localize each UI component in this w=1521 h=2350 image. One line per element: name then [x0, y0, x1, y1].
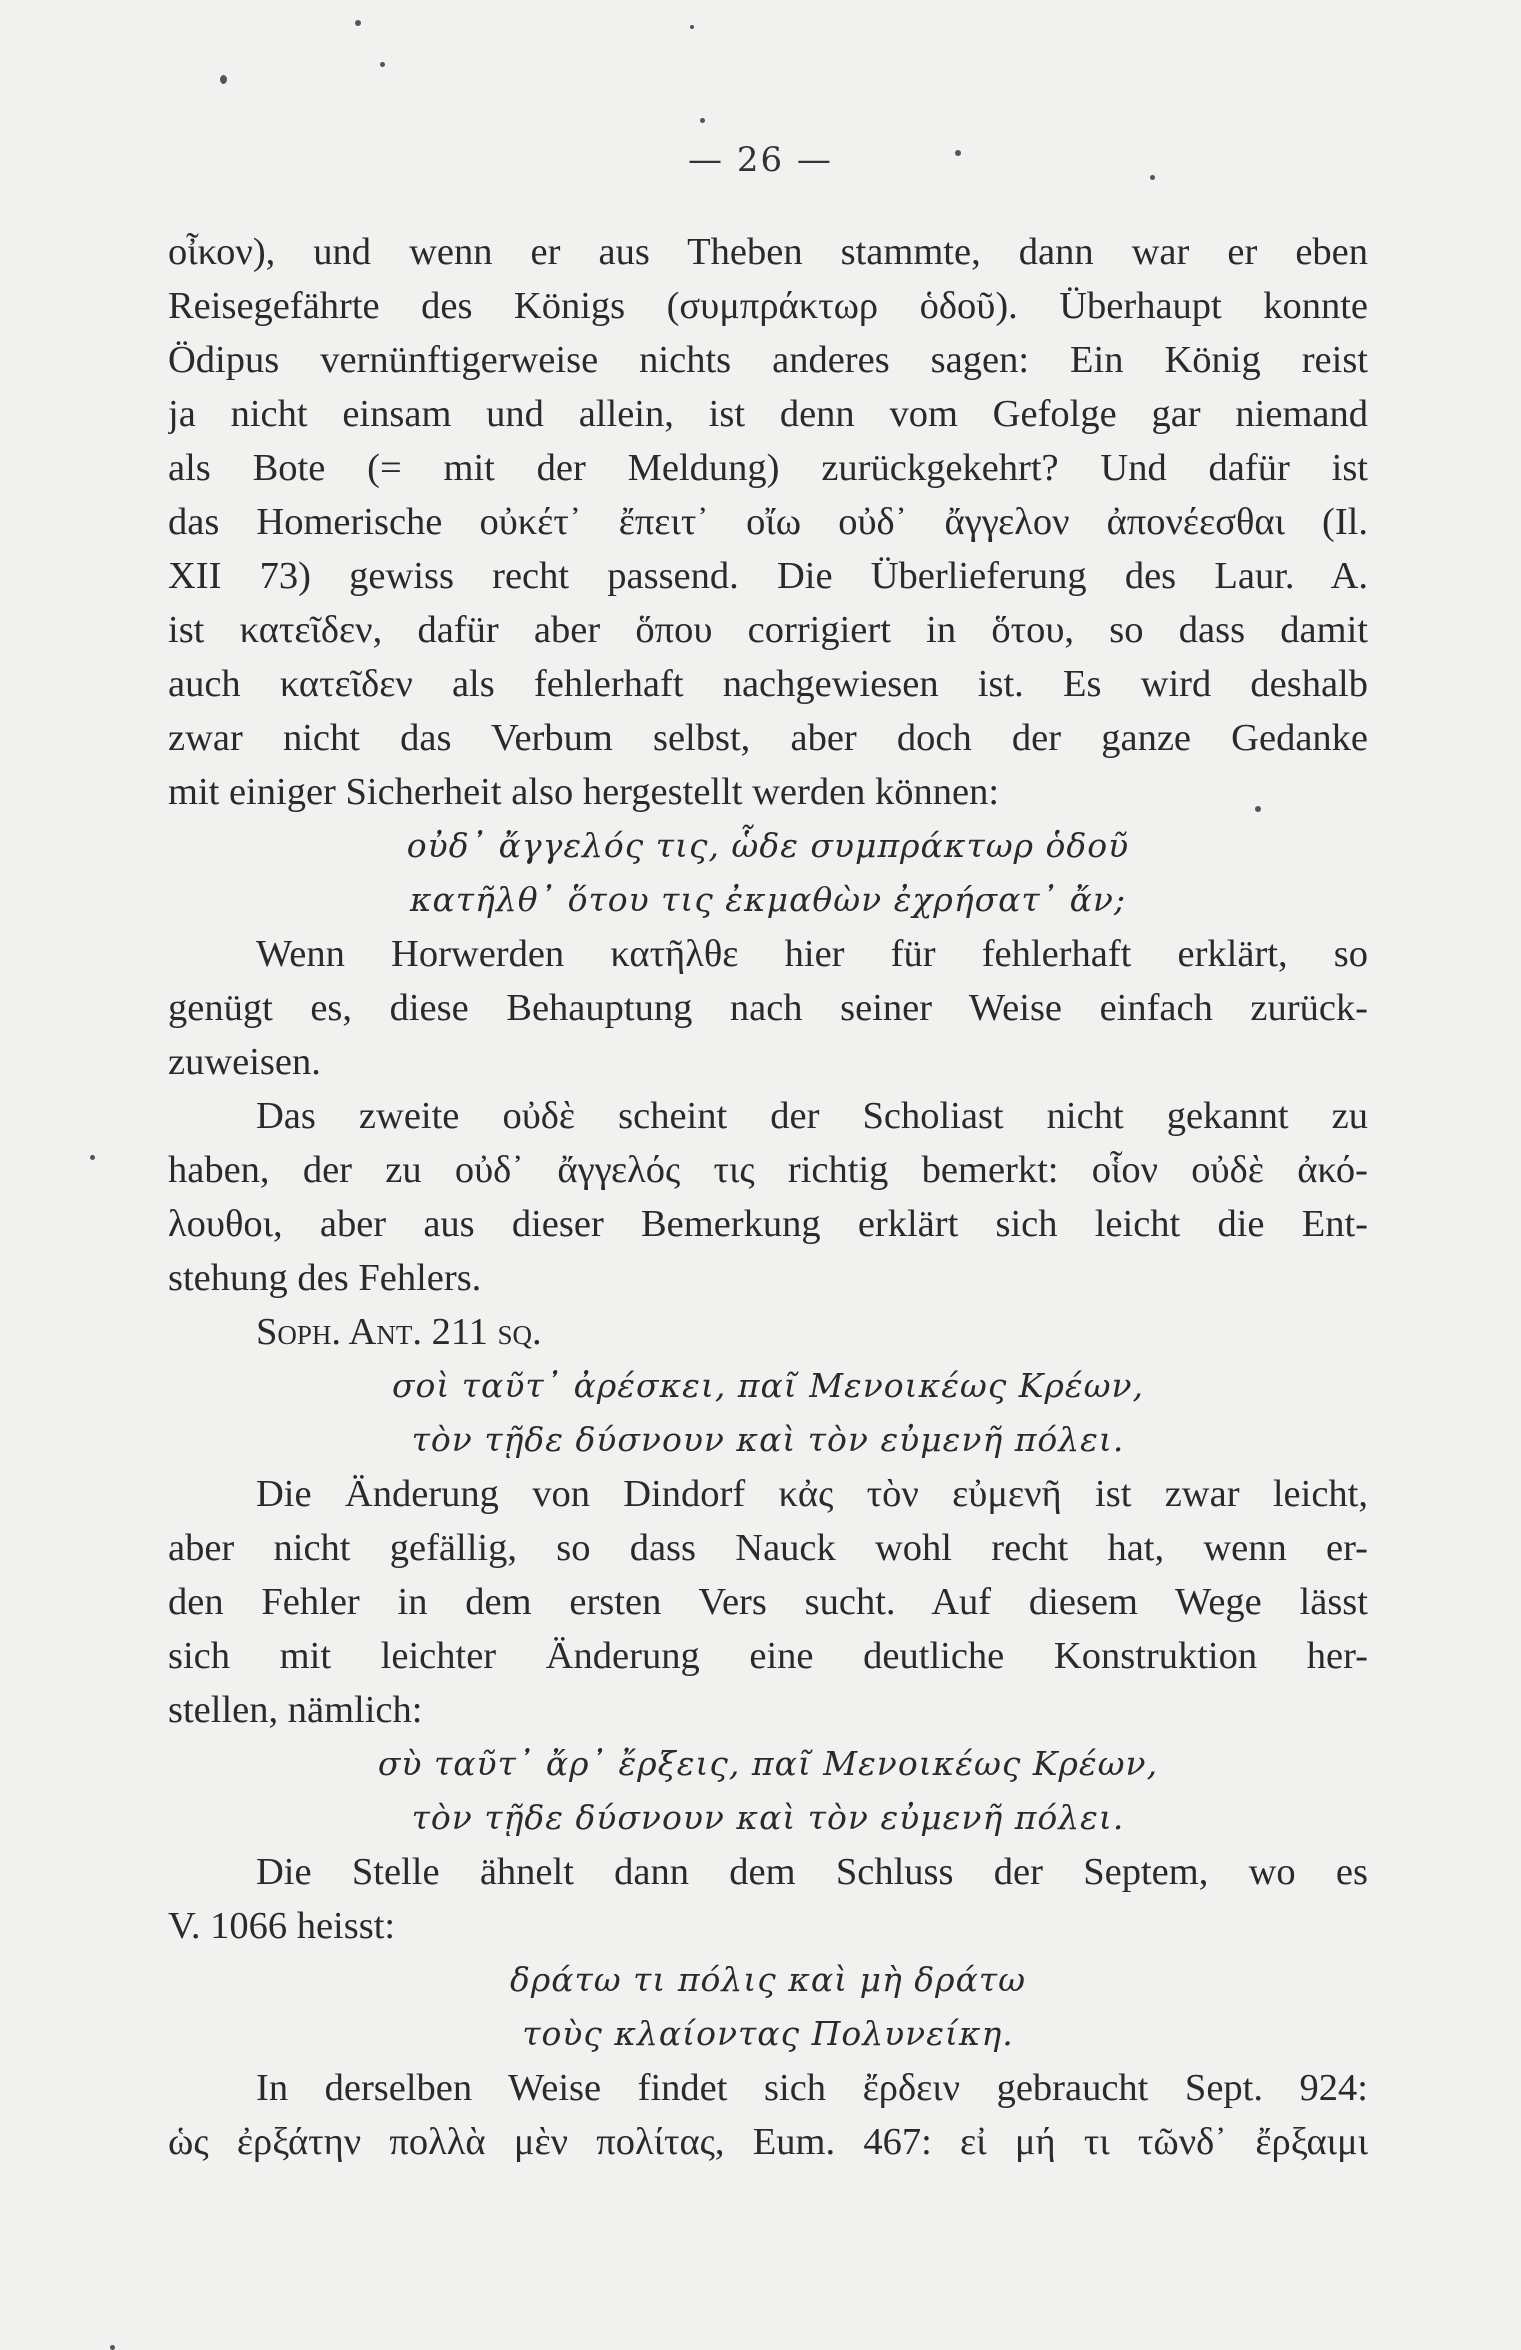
- text-line: XII 73) gewiss recht passend. Die Überlieferung des Laur. A.: [168, 555, 1368, 597]
- scan-speck: [700, 118, 705, 123]
- text-line: In derselben Weise findet sich ἔρδειν gebraucht Sept. 924:: [256, 2067, 1368, 2109]
- text-line: stellen, nämlich:: [168, 1689, 423, 1731]
- text-line: V. 1066 heisst:: [168, 1905, 396, 1947]
- greek-quote-line: τὸν τῇδε δύσνουν καὶ τὸν εὐμενῆ πόλει.: [411, 1420, 1125, 1459]
- text-line: genügt es, diese Behauptung nach seiner Weise einfach zurück-: [168, 987, 1368, 1029]
- page-number: — 26 —: [688, 140, 833, 180]
- greek-quote-line: κατῆλθ᾽ ὅτου τις ἐκμαθὼν ἐχρήσατ᾽ ἄν;: [409, 880, 1127, 919]
- text-line: ja nicht einsam und allein, ist denn vom Gefolge gar niemand: [168, 393, 1368, 435]
- text-line: οἶκον), und wenn er aus Theben stammte, dann war er eben: [168, 231, 1368, 273]
- text-line: haben, der zu οὐδ᾽ ἄγγελός τις richtig bemerkt: οἷον οὐδὲ ἀκό-: [168, 1149, 1368, 1191]
- text-line: zwar nicht das Verbum selbst, aber doch der ganze Gedanke: [168, 717, 1368, 759]
- scan-speck: [220, 75, 227, 84]
- greek-quote-line: δράτω τι πόλις καὶ μὴ δράτω: [509, 1960, 1027, 1999]
- text-line: den Fehler in dem ersten Vers sucht. Auf diesem Wege lässt: [168, 1581, 1368, 1623]
- text-line: λουθοι, aber aus dieser Bemerkung erklärt sich leicht die Ent-: [168, 1203, 1368, 1245]
- text-line: das Homerische οὐκέτ᾽ ἔπειτ᾽ οἴω οὐδ᾽ ἄγγελον ἀπονέεσθαι (Il.: [168, 501, 1368, 543]
- greek-quote-line: τοὺς κλαίοντας Πολυνείκη.: [522, 2014, 1014, 2053]
- text-line: auch κατεῖδεν als fehlerhaft nachgewiesen ist. Es wird deshalb: [168, 663, 1368, 705]
- text-line: Die Änderung von Dindorf κἀς τὸν εὐμενῆ ist zwar leicht,: [256, 1473, 1368, 1515]
- scan-speck: [1255, 806, 1261, 812]
- text-line: zuweisen.: [168, 1041, 321, 1083]
- text-line: Reisegefährte des Königs (συμπράκτωρ ὁδοῦ). Überhaupt konnte: [168, 285, 1368, 327]
- scan-speck: [690, 25, 694, 29]
- text-line: aber nicht gefällig, so dass Nauck wohl recht hat, wenn er-: [168, 1527, 1368, 1569]
- text-line: Ödipus vernünftigerweise nichts anderes sagen: Ein König reist: [168, 339, 1368, 381]
- greek-quote-line: σὺ ταῦτ᾽ ἄρ᾽ ἔρξεις, παῖ Μενοικέως Κρέων,: [377, 1744, 1159, 1783]
- citation-line: Soph. Ant. 211 sq.: [256, 1311, 542, 1353]
- text-line: Wenn Horwerden κατῆλθε hier für fehlerhaft erklärt, so: [256, 933, 1368, 975]
- text-line: Das zweite οὐδὲ scheint der Scholiast nicht gekannt zu: [256, 1095, 1368, 1137]
- scan-speck: [110, 2345, 115, 2350]
- text-line: ὡς ἐρξάτην πολλὰ μὲν πολίτας, Eum. 467: εἰ μή τι τῶνδ᾽ ἔρξαιμι: [168, 2121, 1368, 2163]
- scan-speck: [355, 20, 361, 26]
- text-line: sich mit leichter Änderung eine deutliche Konstruktion her-: [168, 1635, 1368, 1677]
- greek-quote-line: οὐδ᾽ ἄγγελός τις, ὧδε συμπράκτωρ ὁδοῦ: [406, 826, 1130, 865]
- text-line: Die Stelle ähnelt dann dem Schluss der Septem, wo es: [256, 1851, 1368, 1893]
- scan-speck: [380, 62, 385, 67]
- scan-speck: [955, 150, 961, 156]
- text-line: als Bote (= mit der Meldung) zurückgekehrt? Und dafür ist: [168, 447, 1368, 489]
- text-line: mit einiger Sicherheit also hergestellt werden können:: [168, 771, 1000, 813]
- greek-quote-line: τὸν τῇδε δύσνουν καὶ τὸν εὐμενῆ πόλει.: [411, 1798, 1125, 1837]
- scan-speck: [90, 1155, 95, 1160]
- scan-speck: [1150, 175, 1155, 180]
- text-line: stehung des Fehlers.: [168, 1257, 482, 1299]
- greek-quote-line: σοὶ ταῦτ᾽ ἀρέσκει, παῖ Μενοικέως Κρέων,: [391, 1366, 1145, 1405]
- text-line: ist κατεῖδεν, dafür aber ὅπου corrigiert in ὅτου, so dass damit: [168, 609, 1368, 651]
- body-text: [168, 225, 1368, 2169]
